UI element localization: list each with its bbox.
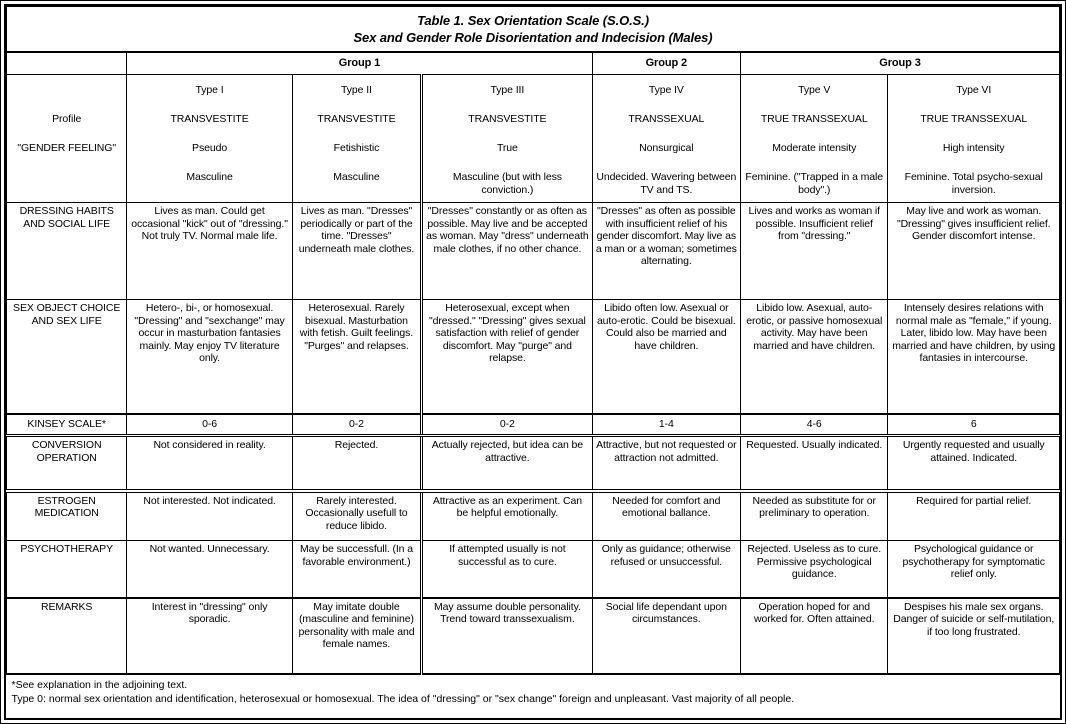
footnotes-row xyxy=(7,674,1060,718)
profile-cell-type-i xyxy=(127,75,292,203)
cell-dressing-type-i: Lives as man. Could get occasional "kick" out of "dressing." Not truly TV. Normal male life. xyxy=(127,203,292,300)
cell-conversion-type-v: Requested. Usually indicated. xyxy=(741,436,888,491)
row-label-conversion-operation: CONVERSION OPERATION xyxy=(7,436,127,491)
type-label: Type V xyxy=(798,84,831,97)
sos-table xyxy=(6,6,1060,718)
type-description: Feminine. Total psycho-sexual inversion. xyxy=(904,171,1043,196)
cell-remarks-type-vi: Despises his male sex organs. Danger of suicide or self-mutilation, if too long frustrated. xyxy=(888,598,1060,674)
cell-conversion-type-iii: Actually rejected, but idea can be attractive. xyxy=(422,436,592,491)
cell-psycho-type-iii: If attempted usually is not successful as to cure. xyxy=(422,541,592,598)
cell-estrogen-type-ii: Rarely interested. Occasionally usefull to reduce libido. xyxy=(292,491,421,541)
row-label-remarks: REMARKS xyxy=(7,598,127,674)
type-subtype: Pseudo xyxy=(192,142,228,155)
type-label: Type VI xyxy=(956,84,992,97)
title-line-2: Sex and Gender Role Disorientation and Indecision (Males) xyxy=(353,29,713,45)
row-label-estrogen-medication: ESTROGEN MEDICATION xyxy=(7,491,127,541)
type-description: Masculine (but with less conviction.) xyxy=(452,171,562,196)
row-label-psychotherapy: PSYCHOTHERAPY xyxy=(7,541,127,598)
profile-row xyxy=(7,75,1060,203)
cell-dressing-type-iii: "Dresses" constantly or as often as possible. May live and be accepted as woman. May "dress" underneath male clothes, if no other chance. xyxy=(422,203,592,300)
cell-estrogen-type-i: Not interested. Not indicated. xyxy=(127,491,292,541)
cell-psycho-type-v: Rejected. Useless as to cure. Permissive psychological guidance. xyxy=(741,541,888,598)
cell-psycho-type-iv: Only as guidance; otherwise refused or unsuccessful. xyxy=(592,541,740,598)
cell-sexobj-type-v: Libido low. Asexual, auto-erotic, or passive homosexual activity. May have been married and have children. xyxy=(741,300,888,414)
cell-sexobj-type-iv: Libido often low. Asexual or auto-erotic. Could be bisexual. Could also be married and have children. xyxy=(592,300,740,414)
type-subtype: Nonsurgical xyxy=(639,142,694,155)
cell-dressing-type-vi: May live and work as woman. "Dressing" gives insufficient relief. Gender discomfort intense. xyxy=(888,203,1060,300)
cell-kinsey-type-ii: 0-2 xyxy=(292,414,421,436)
cell-kinsey-type-iv: 1-4 xyxy=(592,414,740,436)
row-estrogen-medication xyxy=(7,491,1060,541)
group-header-spacer xyxy=(7,52,127,75)
type-subtype: True xyxy=(496,142,518,155)
type-description: Undecided. Wavering between TV and TS. xyxy=(596,171,737,196)
cell-conversion-type-i: Not considered in reality. xyxy=(127,436,292,491)
cell-kinsey-type-i: 0-6 xyxy=(127,414,292,436)
type-subtype: Fetishistic xyxy=(333,142,380,155)
row-dressing-habits xyxy=(7,203,1060,300)
row-label-profile xyxy=(7,75,127,203)
type-name: TRANSSEXUAL xyxy=(628,113,705,126)
profile-cell-type-ii xyxy=(292,75,421,203)
cell-psycho-type-ii: May be successfull. (In a favorable environment.) xyxy=(292,541,421,598)
cell-conversion-type-iv: Attractive, but not requested or attraction not admitted. xyxy=(592,436,740,491)
row-remarks xyxy=(7,598,1060,674)
row-label-sex-object-choice: SEX OBJECT CHOICE AND SEX LIFE xyxy=(7,300,127,414)
type-label: Type II xyxy=(341,84,372,97)
group-2-header: Group 2 xyxy=(592,52,740,75)
cell-psycho-type-i: Not wanted. Unnecessary. xyxy=(127,541,292,598)
group-3-header: Group 3 xyxy=(741,52,1060,75)
profile-cell-type-v xyxy=(741,75,888,203)
cell-remarks-type-i: Interest in "dressing" only sporadic. xyxy=(127,598,292,674)
row-kinsey-scale xyxy=(7,414,1060,436)
type-name: TRUE TRANSSEXUAL xyxy=(760,113,868,126)
row-sex-object-choice xyxy=(7,300,1060,414)
type-label: Type I xyxy=(195,84,224,97)
cell-kinsey-type-vi: 6 xyxy=(888,414,1060,436)
type-label: Type III xyxy=(490,84,525,97)
table-title xyxy=(7,7,1060,52)
row-conversion-operation xyxy=(7,436,1060,491)
group-1-header: Group 1 xyxy=(127,52,592,75)
cell-sexobj-type-i: Hetero-, bi-, or homosexual. "Dressing" and "sexchange" may occur in masturbation fantasies mainly. May enjoy TV literature only. xyxy=(127,300,292,414)
row-psychotherapy xyxy=(7,541,1060,598)
cell-sexobj-type-vi: Intensely desires relations with normal male as "female," if young. Later, libido low. May have been married and have children, by using fantasies in intercourse. xyxy=(888,300,1060,414)
footnote-type-0: Type 0: normal sex orientation and identification, heterosexual or homosexual. The idea of "dressing" or "sex change" foreign and unpleasant. Vast majority of all people. xyxy=(11,692,795,705)
cell-psycho-type-vi: Psychological guidance or psychotherapy for symptomatic relief only. xyxy=(888,541,1060,598)
cell-sexobj-type-iii: Heterosexual, except when "dressed." "Dressing" gives sexual satisfaction with relief of gender discomfort. May "purge" and relapse. xyxy=(422,300,592,414)
cell-conversion-type-ii: Rejected. xyxy=(292,436,421,491)
table-frame xyxy=(4,4,1062,720)
title-row xyxy=(7,7,1060,52)
group-header-row xyxy=(7,52,1060,75)
profile-cell-type-iii xyxy=(422,75,592,203)
cell-conversion-type-vi: Urgently requested and usually attained. Indicated. xyxy=(888,436,1060,491)
cell-remarks-type-ii: May imitate double (masculine and feminine) personality with male and female names. xyxy=(292,598,421,674)
profile-label-line-1: Profile xyxy=(52,113,82,126)
cell-remarks-type-iv: Social life dependant upon circumstances. xyxy=(592,598,740,674)
profile-cell-type-iv xyxy=(592,75,740,203)
cell-estrogen-type-iv: Needed for comfort and emotional ballance. xyxy=(592,491,740,541)
type-subtype: Moderate intensity xyxy=(772,142,857,155)
title-line-1: Table 1. Sex Orientation Scale (S.O.S.) xyxy=(417,12,649,28)
footnote-asterisk: *See explanation in the adjoining text. xyxy=(11,678,188,691)
footnotes xyxy=(7,674,1060,718)
type-description: Feminine. ("Trapped in a male body".) xyxy=(745,171,884,196)
row-label-dressing-habits: DRESSING HABITS AND SOCIAL LIFE xyxy=(7,203,127,300)
cell-estrogen-type-vi: Required for partial relief. xyxy=(888,491,1060,541)
cell-estrogen-type-v: Needed as substitute for or preliminary to operation. xyxy=(741,491,888,541)
profile-label-line-2: "GENDER FEELING" xyxy=(17,142,116,155)
type-description: Masculine xyxy=(186,171,233,184)
type-label: Type IV xyxy=(648,84,684,97)
cell-dressing-type-ii: Lives as man. "Dresses" periodically or part of the time. "Dresses" underneath male clothes. xyxy=(292,203,421,300)
type-name: TRUE TRANSSEXUAL xyxy=(920,113,1028,126)
type-name: TRANSVESTITE xyxy=(170,113,249,126)
cell-remarks-type-iii: May assume double personality. Trend toward transsexualism. xyxy=(422,598,592,674)
profile-cell-type-vi xyxy=(888,75,1060,203)
cell-sexobj-type-ii: Heterosexual. Rarely bisexual. Masturbation with fetish. Guilt feelings. "Purges" and relapses. xyxy=(292,300,421,414)
cell-dressing-type-v: Lives and works as woman if possible. Insufficient relief from "dressing." xyxy=(741,203,888,300)
profile-label-spacer xyxy=(10,84,123,113)
cell-remarks-type-v: Operation hoped for and worked for. Often attained. xyxy=(741,598,888,674)
cell-kinsey-type-iii: 0-2 xyxy=(422,414,592,436)
cell-dressing-type-iv: "Dresses" as often as possible with insufficient relief of his gender discomfort. May live as a man or a woman; sometimes alternating. xyxy=(592,203,740,300)
cell-estrogen-type-iii: Attractive as an experiment. Can be helpful emotionally. xyxy=(422,491,592,541)
type-name: TRANSVESTITE xyxy=(317,113,396,126)
type-subtype: High intensity xyxy=(942,142,1005,155)
type-name: TRANSVESTITE xyxy=(468,113,547,126)
row-label-kinsey-scale: KINSEY SCALE* xyxy=(7,414,127,436)
type-description: Masculine xyxy=(333,171,380,184)
cell-kinsey-type-v: 4-6 xyxy=(741,414,888,436)
